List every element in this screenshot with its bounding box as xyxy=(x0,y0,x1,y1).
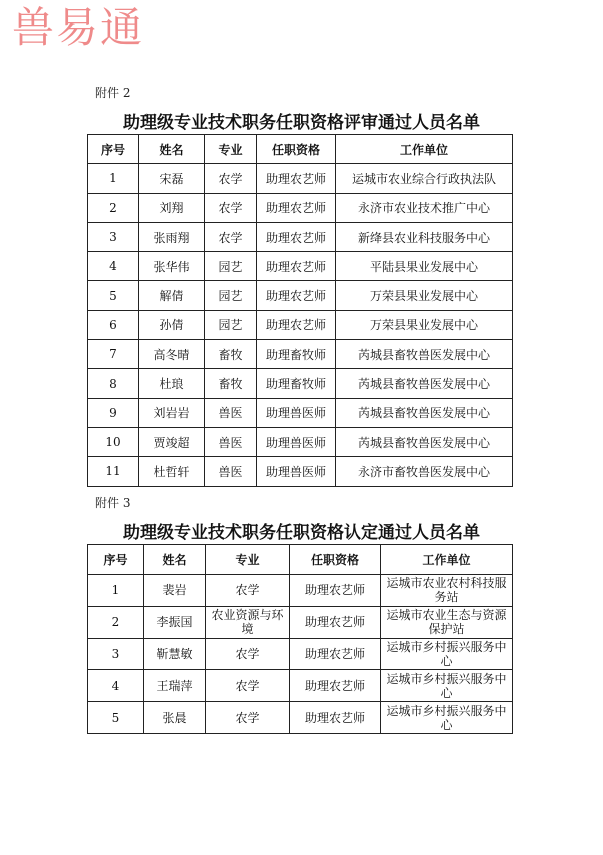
header-cell: 序号 xyxy=(88,545,144,575)
table-cell: 3 xyxy=(88,222,139,251)
table-row xyxy=(88,281,513,310)
table-row xyxy=(88,193,513,222)
table-cell: 畜牧 xyxy=(205,369,257,398)
table-cell: 农学 xyxy=(206,670,290,702)
table-cell: 高冬晴 xyxy=(139,340,205,369)
table-cell: 刘翔 xyxy=(139,193,205,222)
table-cell: 运城市乡村振兴服务中心 xyxy=(381,638,513,670)
table-header-row xyxy=(88,545,513,575)
table-cell: 运城市乡村振兴服务中心 xyxy=(381,670,513,702)
table-cell: 解倩 xyxy=(139,281,205,310)
table-cell: 助理农艺师 xyxy=(257,164,336,193)
table-cell: 助理兽医师 xyxy=(257,398,336,427)
table-cell: 园艺 xyxy=(205,281,257,310)
table-cell: 杜哲轩 xyxy=(139,457,205,486)
table-cell: 李振国 xyxy=(144,606,206,638)
table-cell: 园艺 xyxy=(205,252,257,281)
table-cell: 永济市畜牧兽医发展中心 xyxy=(336,457,513,486)
table-cell: 畜牧 xyxy=(205,340,257,369)
table-cell: 8 xyxy=(88,369,139,398)
table-cell: 9 xyxy=(88,398,139,427)
table-cell: 运城市农业生态与资源保护站 xyxy=(381,606,513,638)
table-row xyxy=(88,457,513,486)
table-cell: 兽医 xyxy=(205,398,257,427)
table-cell: 园艺 xyxy=(205,310,257,339)
table-cell: 张华伟 xyxy=(139,252,205,281)
table-cell: 宋磊 xyxy=(139,164,205,193)
table-cell: 靳慧敏 xyxy=(144,638,206,670)
table-cell: 7 xyxy=(88,340,139,369)
table-cell: 10 xyxy=(88,427,139,456)
table-cell: 张晨 xyxy=(144,702,206,734)
table-cell: 农学 xyxy=(206,702,290,734)
logo-watermark: 兽易通 xyxy=(12,3,145,52)
table-cell: 助理农艺师 xyxy=(257,281,336,310)
table-cell: 助理畜牧师 xyxy=(257,369,336,398)
table-row xyxy=(88,369,513,398)
header-cell: 专业 xyxy=(206,545,290,575)
header-cell: 任职资格 xyxy=(257,135,336,164)
table-cell: 助理农艺师 xyxy=(257,193,336,222)
table-row xyxy=(88,310,513,339)
table-cell: 助理农艺师 xyxy=(257,222,336,251)
table-cell: 助理兽医师 xyxy=(257,427,336,456)
table-row xyxy=(88,606,513,638)
table-cell: 芮城县畜牧兽医发展中心 xyxy=(336,427,513,456)
table-cell: 5 xyxy=(88,702,144,734)
table-cell: 5 xyxy=(88,281,139,310)
table-cell: 助理农艺师 xyxy=(290,638,381,670)
table-cell: 3 xyxy=(88,638,144,670)
table-cell: 农学 xyxy=(206,575,290,607)
table-cell: 芮城县畜牧兽医发展中心 xyxy=(336,398,513,427)
table-cell: 4 xyxy=(88,670,144,702)
table-cell: 农学 xyxy=(205,193,257,222)
table-cell: 芮城县畜牧兽医发展中心 xyxy=(336,340,513,369)
table-header-row xyxy=(88,135,513,164)
table-cell: 新绛县农业科技服务中心 xyxy=(336,222,513,251)
annex-2-table xyxy=(87,134,513,487)
table-cell: 助理畜牧师 xyxy=(257,340,336,369)
annex-3-title: 助理级专业技术职务任职资格认定通过人员名单 xyxy=(123,523,480,543)
table-cell: 杜琅 xyxy=(139,369,205,398)
header-cell: 工作单位 xyxy=(381,545,513,575)
table-cell: 贾竣超 xyxy=(139,427,205,456)
table-cell: 兽医 xyxy=(205,427,257,456)
header-cell: 姓名 xyxy=(139,135,205,164)
table-row xyxy=(88,427,513,456)
table-cell: 2 xyxy=(88,193,139,222)
table-row xyxy=(88,222,513,251)
table-cell: 1 xyxy=(88,164,139,193)
table-cell: 运城市农业综合行政执法队 xyxy=(336,164,513,193)
table-cell: 孙倩 xyxy=(139,310,205,339)
table-cell: 1 xyxy=(88,575,144,607)
header-cell: 序号 xyxy=(88,135,139,164)
table-cell: 王瑞萍 xyxy=(144,670,206,702)
table-cell: 助理农艺师 xyxy=(290,606,381,638)
table-row xyxy=(88,702,513,734)
table-cell: 农学 xyxy=(205,222,257,251)
table-cell: 农学 xyxy=(206,638,290,670)
annex-3-table xyxy=(87,544,513,734)
table-cell: 11 xyxy=(88,457,139,486)
table-cell: 农学 xyxy=(205,164,257,193)
annex-2-title: 助理级专业技术职务任职资格评审通过人员名单 xyxy=(123,113,480,133)
header-cell: 工作单位 xyxy=(336,135,513,164)
table-row xyxy=(88,638,513,670)
table-row xyxy=(88,252,513,281)
table-cell: 万荣县果业发展中心 xyxy=(336,281,513,310)
table-cell: 运城市乡村振兴服务中心 xyxy=(381,702,513,734)
table-cell: 张雨翔 xyxy=(139,222,205,251)
table-cell: 运城市农业农村科技服务站 xyxy=(381,575,513,607)
table-row xyxy=(88,340,513,369)
table-cell: 6 xyxy=(88,310,139,339)
table-cell: 助理兽医师 xyxy=(257,457,336,486)
table-cell: 芮城县畜牧兽医发展中心 xyxy=(336,369,513,398)
table-row xyxy=(88,164,513,193)
table-cell: 兽医 xyxy=(205,457,257,486)
header-cell: 专业 xyxy=(205,135,257,164)
header-cell: 姓名 xyxy=(144,545,206,575)
table-row xyxy=(88,670,513,702)
table-cell: 万荣县果业发展中心 xyxy=(336,310,513,339)
annex-2-label: 附件 2 xyxy=(95,86,131,100)
table-row xyxy=(88,398,513,427)
table-cell: 农业资源与环境 xyxy=(206,606,290,638)
table-cell: 平陆县果业发展中心 xyxy=(336,252,513,281)
table-cell: 助理农艺师 xyxy=(290,575,381,607)
table-row xyxy=(88,575,513,607)
table-cell: 裴岩 xyxy=(144,575,206,607)
table-cell: 2 xyxy=(88,606,144,638)
table-cell: 助理农艺师 xyxy=(290,670,381,702)
table-cell: 助理农艺师 xyxy=(257,252,336,281)
annex-3-label: 附件 3 xyxy=(95,496,131,510)
table-cell: 永济市农业技术推广中心 xyxy=(336,193,513,222)
table-cell: 4 xyxy=(88,252,139,281)
header-cell: 任职资格 xyxy=(290,545,381,575)
table-cell: 助理农艺师 xyxy=(290,702,381,734)
table-cell: 刘岩岩 xyxy=(139,398,205,427)
table-cell: 助理农艺师 xyxy=(257,310,336,339)
